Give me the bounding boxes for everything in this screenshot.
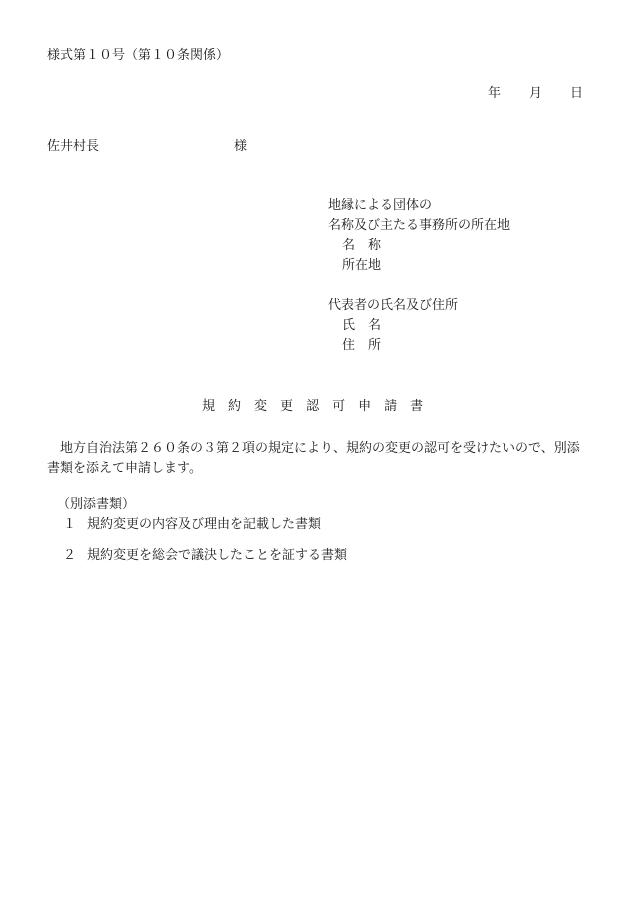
attachment-item-number: ２	[63, 548, 77, 563]
title-char: 可	[332, 399, 346, 414]
organization-name-label: 名 称	[342, 238, 382, 253]
title-char: 書	[410, 399, 424, 414]
title-char: 変	[254, 399, 268, 414]
representative-address-label: 住 所	[342, 338, 382, 353]
body-paragraph: 地方自治法第２６０条の３第２項の規定により、規約の変更の認可を受けたいので、別添書類を添えて申請します。	[47, 441, 580, 476]
addressee-honorific: 様	[234, 139, 248, 154]
form-number: 様式第１０号（第１０条関係）	[47, 48, 230, 63]
organization-label-line2: 名称及び主たる事務所の所在地	[328, 218, 511, 233]
date-line	[488, 87, 583, 100]
representative-label: 代表者の氏名及び住所	[328, 298, 459, 313]
attachment-item	[63, 549, 347, 562]
attachments-header: （別添書類）	[57, 497, 136, 512]
title-char: 規	[202, 399, 216, 414]
attachment-item-text: 規約変更を総会で議決したことを証する書類	[87, 548, 348, 563]
title-char: 請	[384, 399, 398, 414]
organization-address-label: 所在地	[342, 258, 382, 273]
date-month: 月	[529, 86, 543, 101]
organization-label-line1: 地縁による団体の	[328, 198, 433, 213]
title-char: 約	[228, 399, 242, 414]
attachment-item-text: 規約変更の内容及び理由を記載した書類	[87, 517, 322, 532]
attachment-item	[63, 518, 321, 531]
date-year: 年	[488, 86, 502, 101]
title-char: 申	[358, 399, 372, 414]
attachment-item-number: １	[63, 517, 77, 532]
document-title	[202, 400, 423, 413]
date-day: 日	[570, 86, 584, 101]
representative-name-label: 氏 名	[342, 318, 382, 333]
title-char: 認	[306, 399, 320, 414]
title-char: 更	[280, 399, 294, 414]
addressee-name: 佐井村長	[47, 139, 100, 154]
